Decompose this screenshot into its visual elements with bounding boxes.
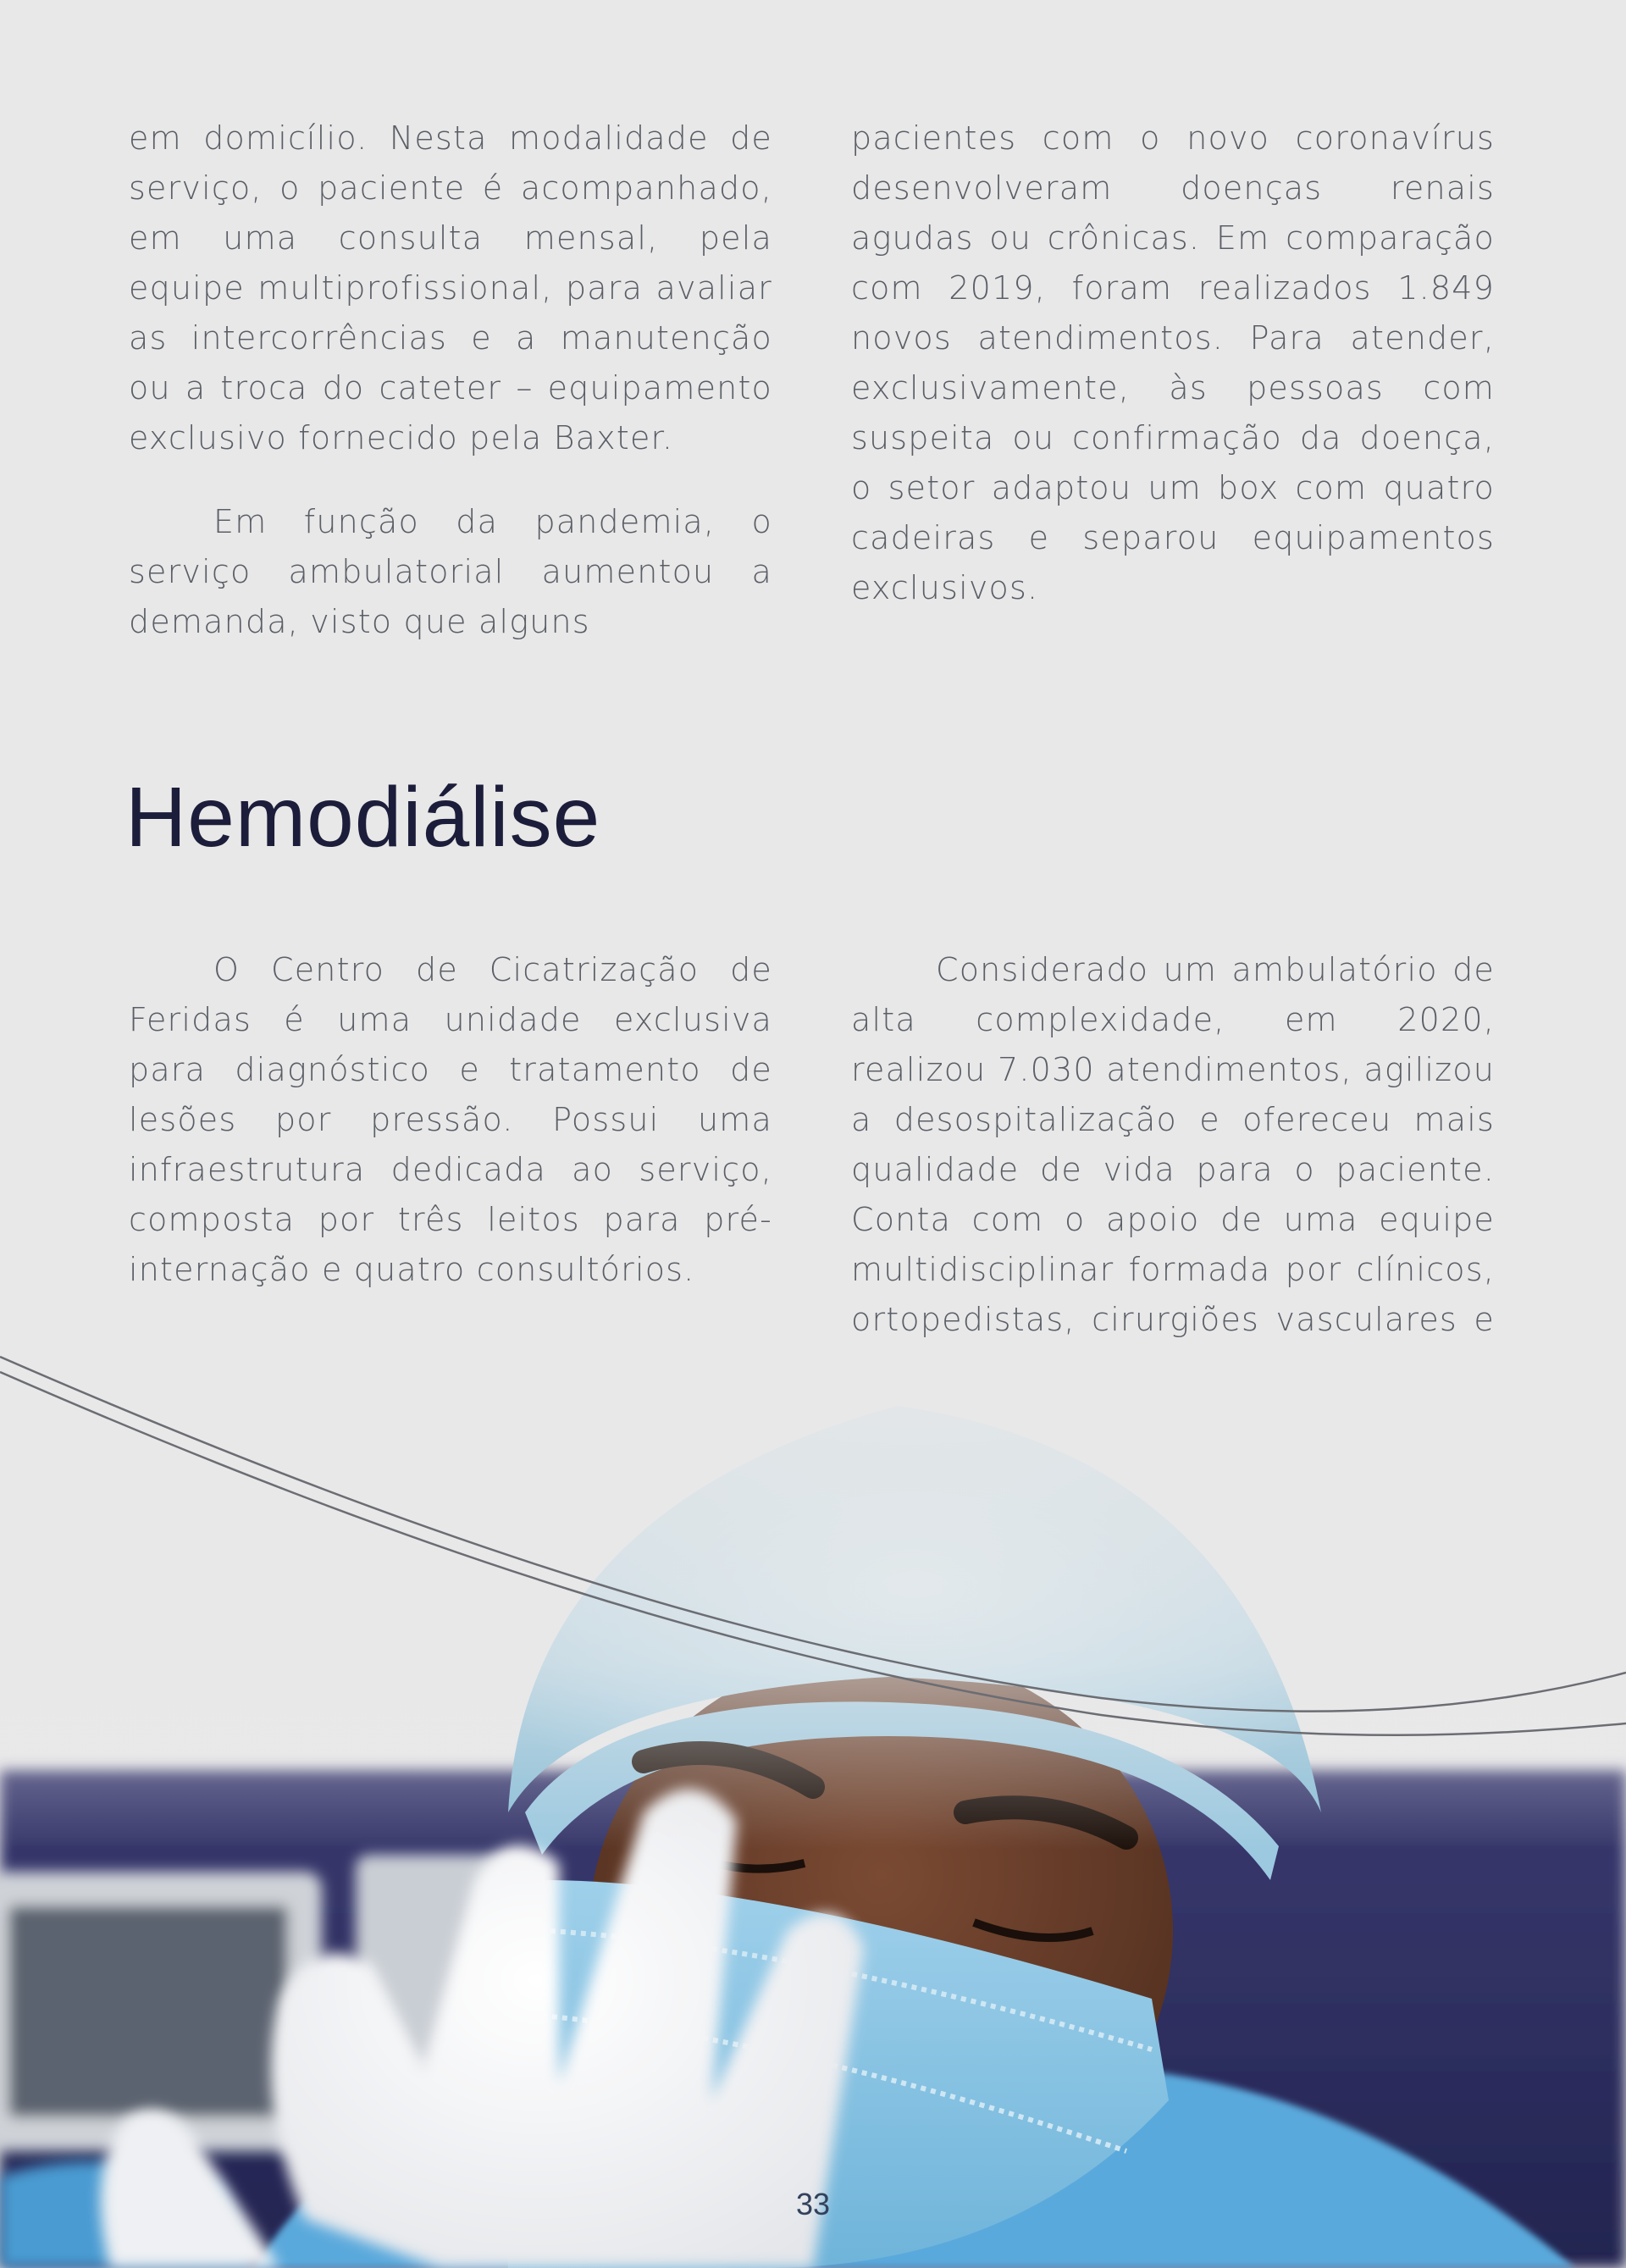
surgeon-photo [0,1338,1626,2268]
paragraph: pacientes com o novo coronavírus desenvolveram doenças renais agudas ou crônicas. Em comparação com 2019, foram realizados 1.849 novos atendimentos. Para atender, exclusivamente, às pessoas com suspeita ou confirmação da doença, o setor adaptou um box com quatro cadeiras e separou equipamentos exclusivos. [851,119,1495,606]
text-column-top-right [851,113,1495,613]
paragraph: O Centro de Cicatrização de Feridas é uma unidade exclusiva para diagnóstico e tratamento de lesões por pressão. Possui uma infraestrutura dedicada ao serviço, composta por três leitos para pré-internação e quatro consultórios. [129,951,772,1288]
paragraph: Em função da pandemia, o serviço ambulatorial aumentou a demanda, visto que alguns [129,503,772,640]
text-column-top-left [129,113,772,647]
paragraph: Considerado um ambulatório de alta complexidade, em 2020, realizou 7.030 atendimentos, agilizou a desospitalização e ofereceu mais qualidade de vida para o paciente. Conta com o apoio de uma equipe multidisciplinar formada por clínicos, ortopedistas, cirurgiões vasculares e [851,951,1495,1338]
section-title: Hemodiálise [125,770,601,865]
text-column-mid-left [129,945,772,1295]
paragraph: em domicílio. Nesta modalidade de serviço, o paciente é acompanhado, em uma consulta mensal, pela equipe multiprofissional, para avaliar as intercorrências e a manutenção ou a troca do cateter – equipamento exclusivo fornecido pela Baxter. [129,119,772,456]
page-number: 33 [795,2187,831,2221]
text-column-mid-right [851,945,1495,1395]
